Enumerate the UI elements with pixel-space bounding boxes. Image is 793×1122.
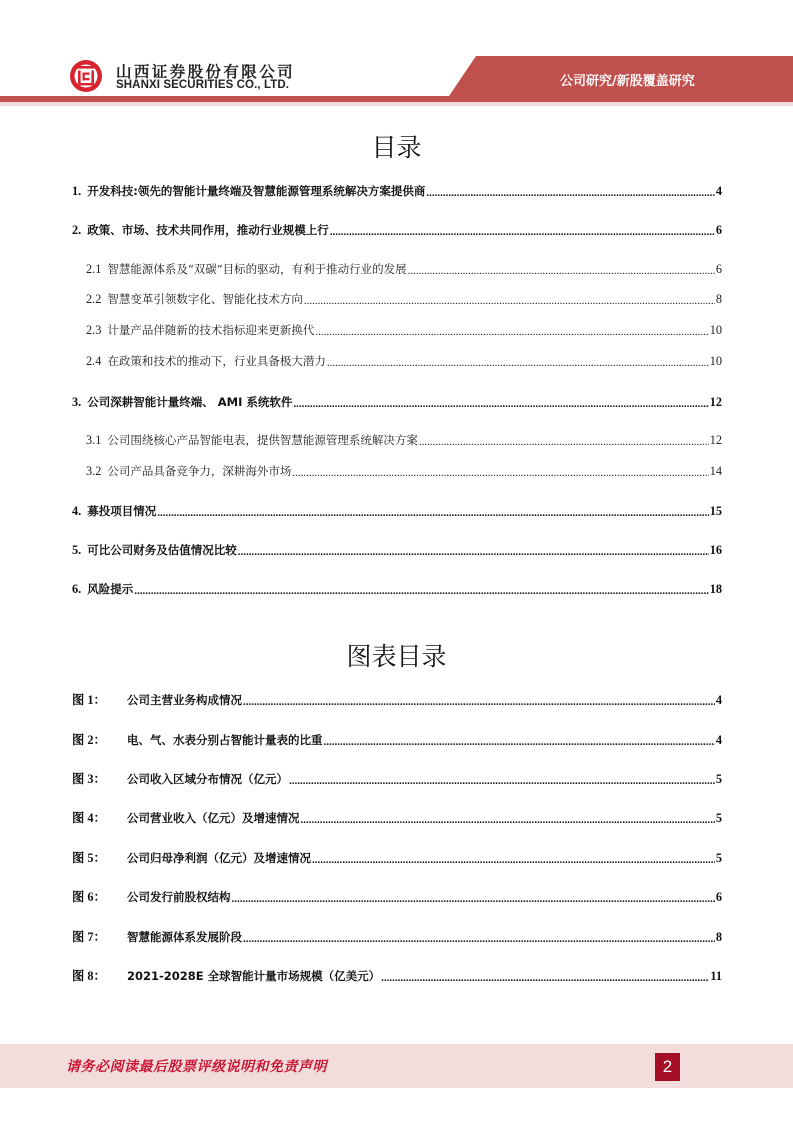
- toc-entry[interactable]: [86, 463, 722, 479]
- figure-entry-number: 图 5：: [72, 851, 106, 865]
- toc-entry-number: 2.1: [86, 262, 102, 276]
- toc-entry-page: 6: [715, 262, 722, 276]
- company-name-cn: 山西证券股份有限公司: [116, 63, 296, 81]
- toc-entry-page: 8: [715, 292, 722, 306]
- figure-entry-label: 公司主营业务构成情况: [127, 693, 242, 707]
- toc-entry-page: 12: [709, 395, 722, 409]
- figure-entry-page: 11: [710, 969, 722, 983]
- figure-entry[interactable]: [72, 808, 722, 826]
- figure-entry-page: 5: [715, 851, 722, 865]
- toc-entry-page: 12: [709, 433, 722, 447]
- toc-entry-number: 3.: [72, 395, 82, 409]
- toc-entry-page: 6: [715, 223, 722, 237]
- toc-entry[interactable]: [86, 432, 722, 448]
- dot-leader: [327, 355, 709, 367]
- dot-leader: [232, 891, 715, 903]
- figure-entry-page: 6: [715, 890, 722, 904]
- figure-entry-number: 图 3：: [72, 772, 106, 786]
- toc-entry[interactable]: [86, 291, 722, 307]
- toc-entry-number: 5.: [72, 543, 82, 557]
- dot-leader: [408, 263, 715, 275]
- toc-entry-label: 计量产品伴随新的技术指标迎来更新换代: [107, 323, 315, 337]
- dot-leader: [312, 852, 715, 864]
- toc-entry[interactable]: [72, 222, 722, 238]
- figure-entry-label: 公司发行前股权结构: [127, 890, 231, 904]
- dot-leader: [315, 324, 708, 336]
- toc-entry-number: 3.2: [86, 464, 102, 478]
- dot-leader: [243, 694, 715, 706]
- toc-entry-number: 2.3: [86, 323, 102, 337]
- dot-leader: [289, 773, 715, 785]
- toc-title: 目录: [371, 133, 422, 162]
- toc-entry-label: 公司深耕智能计量终端、 AMI 系统软件: [87, 395, 293, 409]
- disclaimer-link[interactable]: 请务必阅读最后股票评级说明和免责声明: [66, 1059, 327, 1075]
- figure-entry-label: 公司归母净利润（亿元）及增速情况: [127, 851, 311, 865]
- figure-entry-label: 2021-2028E 全球智能计量市场规模（亿美元）: [127, 969, 381, 983]
- toc-entry-label: 公司围绕核心产品智能电表，提供智慧能源管理系统解决方案: [107, 433, 418, 447]
- toc-entry-label: 公司产品具备竞争力，深耕海外市场: [107, 464, 292, 478]
- dot-leader: [304, 293, 715, 305]
- company-name-en: SHANXI SECURITIES CO., LTD.: [116, 79, 290, 91]
- dot-leader: [134, 583, 708, 595]
- figure-entry-page: 5: [715, 811, 722, 825]
- figure-entry-number: 图 1：: [72, 693, 106, 707]
- figure-entry-number: 图 2：: [72, 733, 106, 747]
- dot-leader: [381, 970, 709, 982]
- figure-entry-page: 8: [715, 930, 722, 944]
- figure-entry-number: 图 6：: [72, 890, 106, 904]
- figure-entry-number: 图 8：: [72, 969, 106, 983]
- dot-leader: [419, 434, 709, 446]
- toc-entry[interactable]: [86, 261, 722, 277]
- figure-entry-label: 公司收入区域分布情况（亿元）: [127, 772, 288, 786]
- toc-entry-page: 16: [709, 543, 722, 557]
- toc-entry[interactable]: [86, 322, 722, 338]
- toc-entry-label: 智慧能源体系及“双碳”目标的驱动，有利于推动行业的发展: [107, 262, 407, 276]
- toc-entry-page: 10: [709, 323, 722, 337]
- dot-leader: [301, 812, 715, 824]
- dot-leader: [292, 465, 708, 477]
- figure-entry[interactable]: [72, 848, 722, 866]
- figure-entry[interactable]: [72, 769, 722, 787]
- toc-entry[interactable]: [72, 542, 722, 558]
- toc-entry-page: 15: [709, 504, 722, 518]
- toc-entry-page: 10: [709, 354, 722, 368]
- toc-entry-label: 开发科技:领先的智能计量终端及智慧能源管理系统解决方案提供商: [87, 184, 426, 198]
- section-tag: 公司研究/新股覆盖研究: [560, 74, 695, 89]
- toc-entry-label: 智慧变革引领数字化、智能化技术方向: [107, 292, 303, 306]
- toc-entry[interactable]: [72, 581, 722, 597]
- dot-leader: [243, 931, 715, 943]
- toc-entry-number: 2.: [72, 223, 82, 237]
- toc-entry[interactable]: [86, 353, 722, 369]
- toc-entry-number: 1.: [72, 184, 82, 198]
- figure-entry[interactable]: [72, 966, 722, 984]
- dot-leader: [330, 224, 715, 236]
- figure-entry-number: 图 7：: [72, 930, 106, 944]
- toc-entry-number: 2.2: [86, 292, 102, 306]
- toc-entry-number: 6.: [72, 582, 82, 596]
- figure-entry[interactable]: [72, 730, 722, 748]
- toc-entry-label: 政策、市场、技术共同作用，推动行业规模上行: [87, 223, 329, 237]
- toc-entry-label: 可比公司财务及估值情况比较: [87, 543, 237, 557]
- toc-entry-number: 4.: [72, 504, 82, 518]
- toc-entry-label: 在政策和技术的推动下，行业具备极大潜力: [107, 354, 326, 368]
- figure-entry-page: 5: [715, 772, 722, 786]
- figure-entry-page: 4: [715, 733, 722, 747]
- figure-entry-number: 图 4：: [72, 811, 106, 825]
- toc-entry-label: 风险提示: [87, 582, 134, 596]
- toc-entry-label: 募投项目情况: [87, 504, 157, 518]
- page-number: 2: [655, 1053, 680, 1081]
- page-header: [0, 0, 793, 110]
- toc-entry-number: 2.4: [86, 354, 102, 368]
- page-footer: [0, 1044, 793, 1088]
- toc-entry-page: 14: [709, 464, 722, 478]
- dot-leader: [324, 734, 715, 746]
- toc-entry[interactable]: [72, 394, 722, 410]
- figure-entry-label: 公司营业收入（亿元）及增速情况: [127, 811, 300, 825]
- figure-entry-page: 4: [715, 693, 722, 707]
- figure-entry-label: 电、气、水表分别占智能计量表的比重: [127, 733, 323, 747]
- figure-entry[interactable]: [72, 690, 722, 708]
- dot-leader: [293, 396, 708, 408]
- dot-leader: [426, 185, 715, 197]
- toc-entry-page: 18: [709, 582, 722, 596]
- toc-entry-number: 3.1: [86, 433, 102, 447]
- figure-list-title: 图表目录: [346, 642, 447, 671]
- figure-entry[interactable]: [72, 887, 722, 905]
- toc-entry[interactable]: [72, 503, 722, 519]
- figure-entry[interactable]: [72, 927, 722, 945]
- figure-entry-label: 智慧能源体系发展阶段: [127, 930, 242, 944]
- toc-entry[interactable]: [72, 183, 722, 199]
- toc-entry-page: 4: [715, 184, 722, 198]
- dot-leader: [157, 505, 708, 517]
- dot-leader: [238, 544, 709, 556]
